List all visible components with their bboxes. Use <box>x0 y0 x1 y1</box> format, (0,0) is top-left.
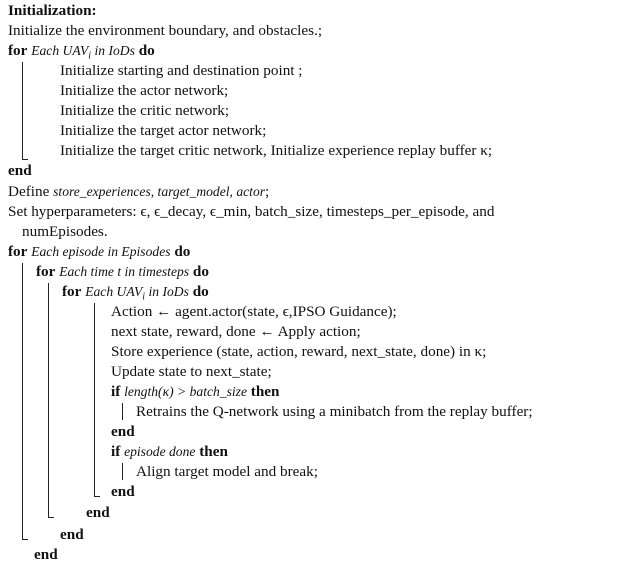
for-keyword: for <box>62 283 82 300</box>
for-keyword: for <box>36 263 56 280</box>
update-state-line: Update state to next_state; <box>111 363 272 380</box>
end-keyword-uav-inner: end <box>86 504 110 521</box>
block-bar-if-episode <box>122 463 123 480</box>
retrain-line: Retrains the Q-network using a minibatch from the replay buffer; <box>136 403 533 420</box>
end-keyword-if-episode: end <box>111 483 135 500</box>
cond-sub: i <box>88 50 92 62</box>
define-prefix: Define <box>8 183 54 200</box>
apply-action-line: next state, reward, done ← Apply action; <box>111 323 361 340</box>
define-suffix: ; <box>265 183 270 200</box>
initialization-heading: Initialization: <box>8 2 97 19</box>
cond-post: in IoDs <box>91 43 135 58</box>
block-tick-uav-init <box>22 159 28 160</box>
block-bar-episode <box>22 263 23 539</box>
hyperparameters-line-cont: numEpisodes. <box>22 223 108 240</box>
if-episode-condition: episode done <box>124 444 196 459</box>
init-target-critic-line: Initialize the target critic network, Initialize experience replay buffer κ; <box>60 142 493 159</box>
init-points-line: Initialize starting and destination point ; <box>60 62 303 79</box>
init-environment-line: Initialize the environment boundary, and obstacles.; <box>8 22 323 39</box>
define-line <box>8 183 269 201</box>
end-keyword-episode: end <box>34 546 58 563</box>
for-time-condition: Each time t in timesteps <box>59 264 190 279</box>
cond-pre: Each <box>31 43 63 58</box>
block-tick-time <box>48 517 54 518</box>
do-keyword: do <box>138 42 155 59</box>
end-keyword-if-batch: end <box>111 423 135 440</box>
cond-var: UAV <box>62 43 89 58</box>
define-items: store_experiences, target_model, actor <box>53 184 266 199</box>
block-bar-time <box>48 283 49 517</box>
do-keyword: do <box>192 263 209 280</box>
for-uav-condition <box>31 43 135 62</box>
action-line: Action ← agent.actor(state, ϵ,IPSO Guidance); <box>111 303 397 320</box>
init-critic-line: Initialize the critic network; <box>60 102 230 119</box>
if-keyword: if <box>111 383 121 400</box>
for-episode-header <box>8 243 190 261</box>
cond-sub: i <box>142 291 146 303</box>
if-keyword: if <box>111 443 121 460</box>
for-keyword: for <box>8 243 28 260</box>
init-target-actor-line: Initialize the target actor network; <box>60 122 267 139</box>
block-bar-if-batch <box>122 403 123 420</box>
do-keyword: do <box>192 283 209 300</box>
block-bar-uav-inner <box>94 303 95 496</box>
hyperparameters-line: Set hyperparameters: ϵ, ϵ_decay, ϵ_min, batch_size, timesteps_per_episode, and <box>8 203 495 220</box>
do-keyword: do <box>174 243 191 260</box>
store-experience-line: Store experience (state, action, reward, next_state, done) in κ; <box>111 343 487 360</box>
for-uav-inner-condition <box>85 284 189 303</box>
end-keyword-uav-init: end <box>8 162 32 179</box>
cond-var: UAV <box>116 284 143 299</box>
block-tick-uav-inner <box>94 496 100 497</box>
for-episode-condition: Each episode in Episodes <box>31 244 171 259</box>
block-bar-uav-init <box>22 62 23 159</box>
for-keyword: for <box>8 42 28 59</box>
cond-pre: Each <box>85 284 117 299</box>
if-episode-header <box>111 443 228 461</box>
cond-post: in IoDs <box>145 284 189 299</box>
for-time-header <box>36 263 209 281</box>
block-tick-episode <box>22 539 28 540</box>
then-keyword: then <box>250 383 280 400</box>
if-batch-header <box>111 383 280 401</box>
align-target-line: Align target model and break; <box>136 463 318 480</box>
then-keyword: then <box>199 443 228 460</box>
if-batch-condition: length(κ) > batch_size <box>124 384 247 399</box>
init-actor-line: Initialize the actor network; <box>60 82 229 99</box>
end-keyword-time: end <box>60 526 84 543</box>
